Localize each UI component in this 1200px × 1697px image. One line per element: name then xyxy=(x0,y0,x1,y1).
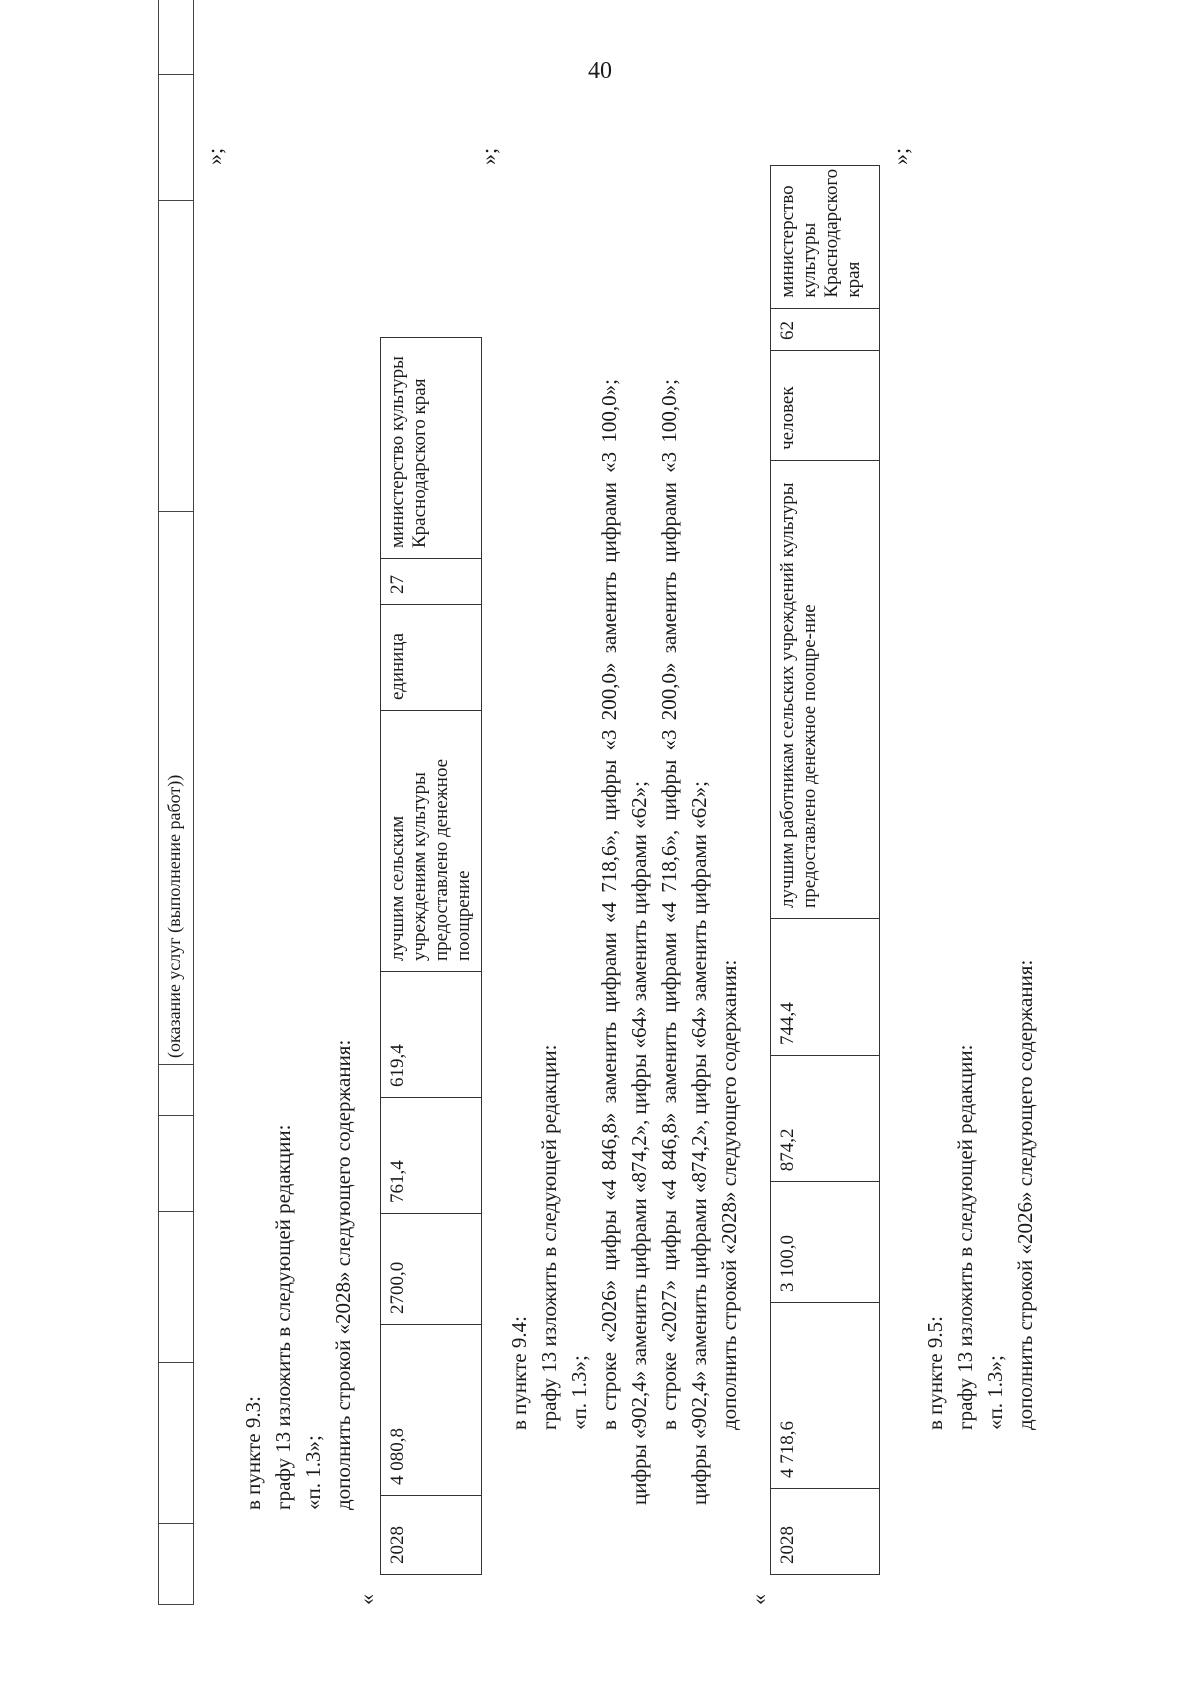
table-9-4 xyxy=(770,165,880,1575)
close-quote-2: »; xyxy=(476,147,501,165)
section-9-4-para1-line2: цифры «902,4» заменить цифрами «874,2», цифры «64» заменить цифрами «62»; xyxy=(627,781,651,1505)
close-quote-3: »; xyxy=(888,147,913,165)
t93-value: 27 xyxy=(381,559,482,605)
t93-year: 2028 xyxy=(381,1496,482,1575)
section-9-3-line1: графу 13 изложить в следующей редакции: xyxy=(271,1124,295,1510)
close-quote-1: »; xyxy=(202,147,227,165)
t93-c3: 2700,0 xyxy=(381,1214,482,1325)
page-number: 40 xyxy=(588,58,612,84)
section-9-3-heading: в пункте 9.3: xyxy=(241,1396,265,1510)
t94-c4: 874,2 xyxy=(771,1056,880,1182)
t93-c5: 619,4 xyxy=(381,972,482,1098)
t93-indicator: лучшим сельским учреждениям культуры предоставлено денежное поощрение xyxy=(381,711,482,972)
t94-executor: министерство культуры Краснодарского края xyxy=(771,166,880,309)
section-9-5-line3: дополнить строкой «2026» следующего содержания: xyxy=(1013,959,1037,1430)
t93-unit: единица xyxy=(381,605,482,711)
t94-year: 2028 xyxy=(771,1489,880,1575)
section-9-4-heading: в пункте 9.4: xyxy=(507,1316,531,1430)
section-9-4-line2: «п. 1.3»; xyxy=(567,1355,591,1430)
t93-c4: 761,4 xyxy=(381,1098,482,1214)
t94-c5: 744,4 xyxy=(771,918,880,1055)
section-9-4-para2-line2: цифры «902,4» заменить цифрами «874,2», цифры «64» заменить цифрами «62»; xyxy=(687,781,711,1505)
section-9-5-line1: графу 13 изложить в следующей редакции: xyxy=(953,1044,977,1430)
section-9-5-heading: в пункте 9.5: xyxy=(923,1316,947,1430)
t94-c3: 3 100,0 xyxy=(771,1182,880,1303)
top-table xyxy=(158,0,194,1605)
section-9-3-line3: дополнить строкой «2028» следующего содержания: xyxy=(331,1039,355,1510)
top-table-cell: (оказание услуг (выполнение работ)) xyxy=(159,512,194,1065)
section-9-5-line2: «п. 1.3»; xyxy=(983,1355,1007,1430)
section-9-4-line1: графу 13 изложить в следующей редакции: xyxy=(537,1044,561,1430)
rotated-content xyxy=(158,65,1078,1605)
t94-indicator: лучшим работникам сельских учреждений культуры предоставлено денежное поощре-ние xyxy=(771,460,880,918)
open-quote-2: « xyxy=(746,1594,771,1605)
section-9-3-line2: «п. 1.3»; xyxy=(301,1435,325,1510)
open-quote-1: « xyxy=(354,1594,379,1605)
t93-executor: министерство культуры Краснодарского края xyxy=(381,338,482,559)
section-9-4-para1-line1: в строке «2026» цифры «4 846,8» заменить цифрами «4 718,6», цифры «3 200,0» заменить цифрами «3 100,0»; xyxy=(597,379,621,1430)
t94-value: 62 xyxy=(771,308,880,350)
t94-c2: 4 718,6 xyxy=(771,1303,880,1489)
table-9-3 xyxy=(380,337,482,1575)
t93-c2: 4 080,8 xyxy=(381,1325,482,1496)
section-9-4-line-last: дополнить строкой «2028» следующего содержания: xyxy=(717,959,741,1430)
t94-unit: человек xyxy=(771,351,880,461)
section-9-4-para2-line1: в строке «2027» цифры «4 846,8» заменить цифрами «4 718,6», цифры «3 200,0» заменить цифрами «3 100,0»; xyxy=(657,379,681,1430)
